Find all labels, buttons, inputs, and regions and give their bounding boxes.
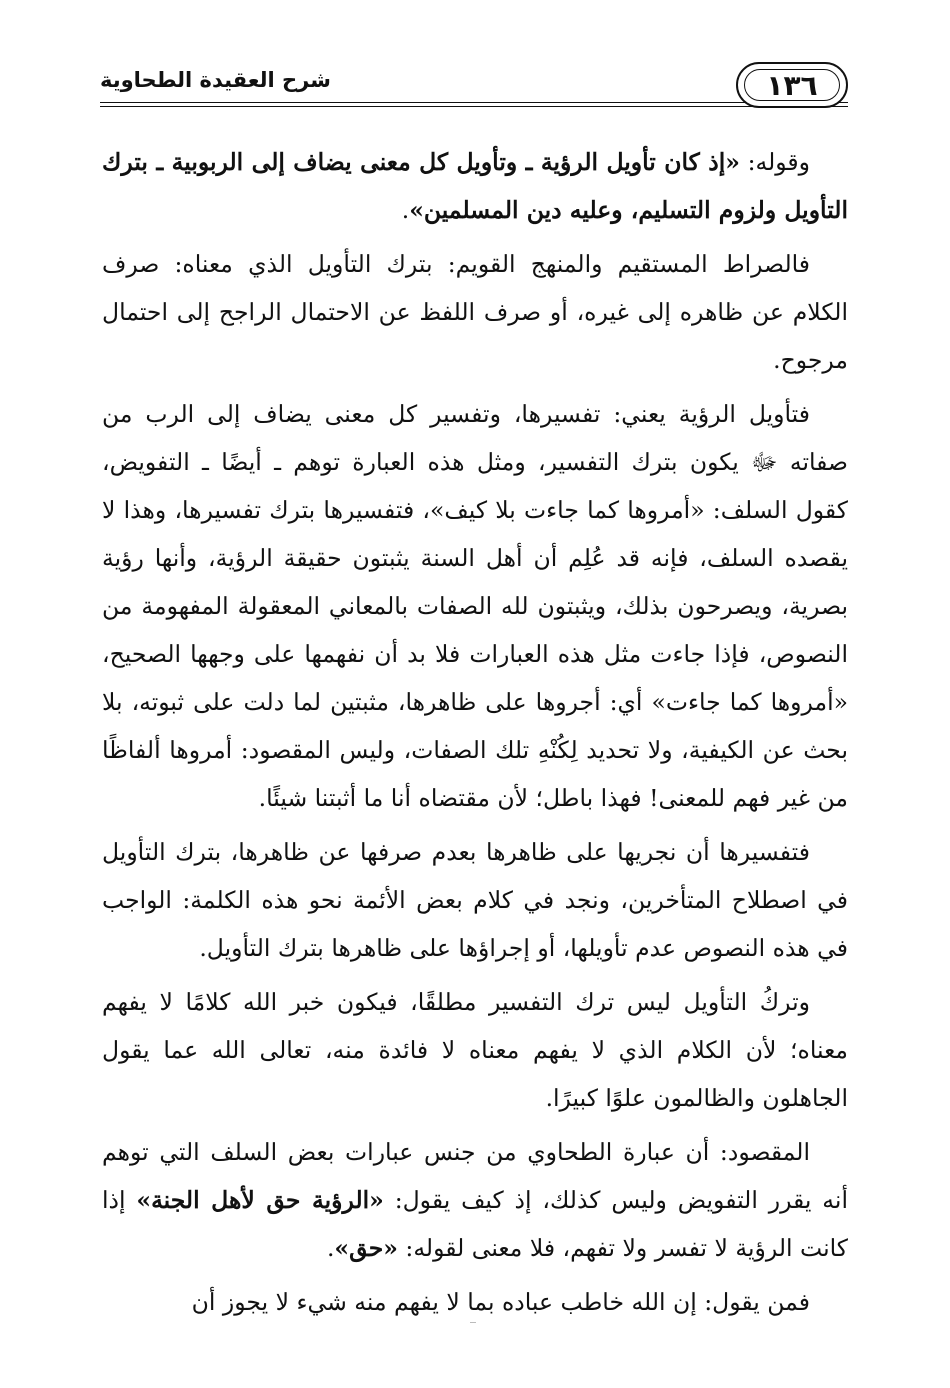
paragraph-1-end: . [401, 196, 410, 224]
paragraph-6-middle: إذا كانت الرؤية لا تفسر ولا تفهم، فلا معنى لقوله: [102, 1186, 848, 1262]
paragraph-1 [102, 138, 848, 234]
book-title: شرح العقيدة الطحاوية [100, 68, 331, 92]
paragraph-3: فتأويل الرؤية يعني: تفسيرها، وتفسير كل معنى يضاف إلى الرب من صفاته ﷻ يكون بترك التفسير، ومثل هذه العبارة توهم ـ أيضًا ـ التفويض، كقول السلف: «أمروها كما جاءت بلا كيف»، فتفسيرها بترك تفسيرها، وهذا لا يقصده السلف، فإنه قد عُلِم أن أهل السنة يثبتون حقيقة الرؤية، وأنها رؤية بصرية، ويصرحون بذلك، ويثبتون لله الصفات بالمعاني المعقولة المفهومة من النصوص، فإذا جاءت مثل هذه العبارات فلا بد أن نفهمها على وجهها الصحيح، «أمروها كما جاءت» أي: أجروها على ظاهرها، مثبتين لما دلت على ثبوته، بلا بحث عن الكيفية، ولا تحديد لِكُنْهِ تلك الصفات، وليس المقصود: أمروها ألفاظًا من غير فهم للمعنى! فهذا باطل؛ لأن مقتضاه أنا ما أثبتنا شيئًا. [102, 400, 848, 812]
paragraph-7: فمن يقول: إن الله خاطب عباده بما لا يفهم منه شيء لا يجوز أن [191, 1288, 810, 1316]
page-number: ١٣٦ [766, 68, 818, 102]
paragraph-6-intro: المقصود: أن عبارة الطحاوي من جنس عبارات بعض السلف التي توهم أنه يقرر التفويض وليس كذلك، إذ كيف يقول: [102, 1138, 848, 1214]
header-rule-thin [100, 106, 848, 107]
paragraph-2: فالصراط المستقيم والمنهج القويم: بترك التأويل الذي معناه: صرف الكلام عن ظاهره إلى غيره، أو صرف اللفظ عن الاحتمال الراجح إلى احتمال مرجوح. [102, 250, 848, 374]
paragraph-1-quote: «إذ كان تأويل الرؤية ـ وتأويل كل معنى يضاف إلى الربوبية ـ بترك التأويل ولزوم التسليم، وعليه دين المسلمين» [102, 148, 848, 224]
header-rule [100, 102, 848, 103]
page-header [100, 62, 848, 122]
paragraph-6 [102, 1128, 848, 1272]
footer-mark [470, 1322, 476, 1323]
page-number-badge [736, 62, 848, 108]
paragraph-5: وتركُ التأويل ليس ترك التفسير مطلقًا، فيكون خبر الله كلامًا لا يفهم معناه؛ لأن الكلام الذي لا يفهم معناه لا فائدة منه، تعالى الله عما يقول الجاهلون والظالمون علوًا كبيرًا. [102, 988, 848, 1112]
paragraph-4: فتفسيرها أن نجريها على ظاهرها بعدم صرفها عن ظاهرها، بترك التأويل في اصطلاح المتأخرين، ونجد في كلام بعض الأئمة نحو هذه الكلمة: الواجب في هذه النصوص عدم تأويلها، أو إجراؤها على ظاهرها بترك التأويل. [102, 838, 848, 962]
paragraph-6-quote-1: «الرؤية حق لأهل الجنة» [136, 1186, 384, 1214]
page-body [102, 138, 848, 1332]
paragraph-1-intro: وقوله: [739, 148, 810, 176]
paragraph-6-quote-2: «حق» [334, 1234, 398, 1262]
paragraph-6-end: . [326, 1234, 335, 1262]
